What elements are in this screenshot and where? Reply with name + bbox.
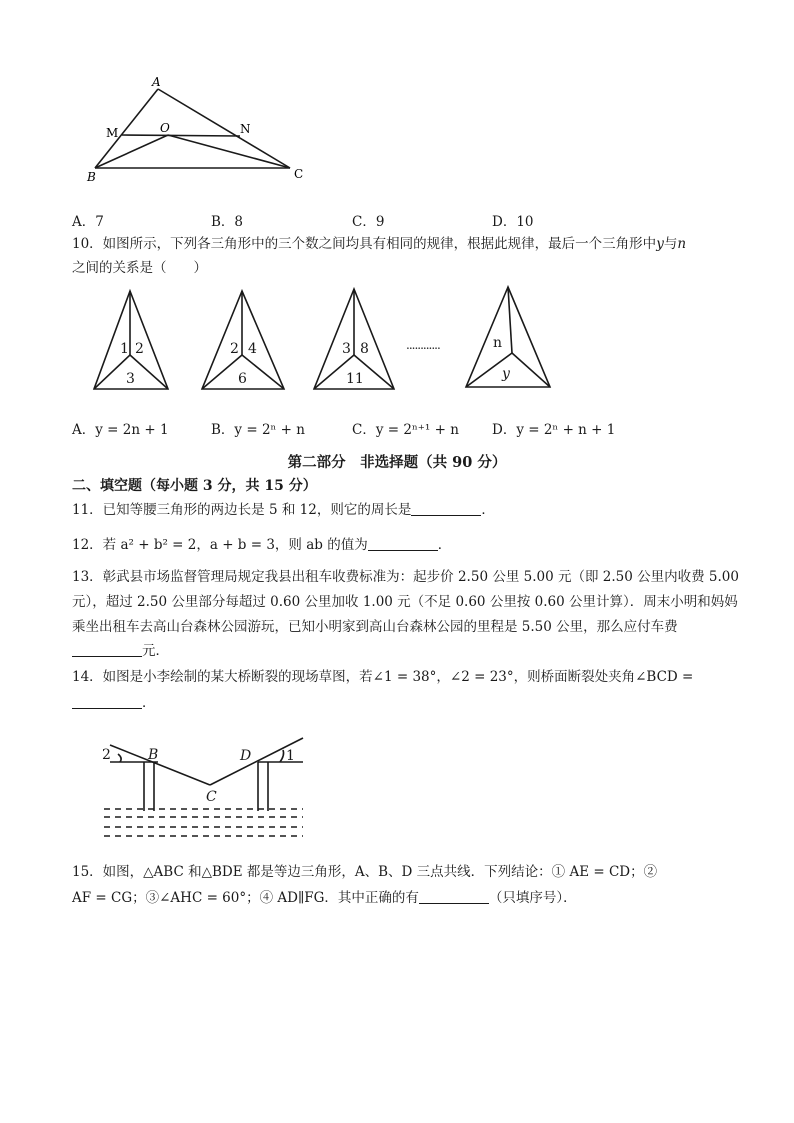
label-C: C bbox=[206, 789, 217, 805]
q15-line2: AF = CG；③∠AHC = 60°；④ AD∥FG．其中正确的有 （只填序号）． bbox=[72, 890, 577, 906]
label-B: B bbox=[87, 170, 96, 184]
q9-triangle-figure bbox=[80, 75, 320, 187]
q10-option-a: A．y = 2n + 1 bbox=[72, 422, 169, 438]
q14-answer-blank[interactable] bbox=[72, 694, 142, 709]
label-B: B bbox=[148, 747, 159, 763]
q9-option-d: D．10 bbox=[492, 214, 534, 230]
label-A: A bbox=[152, 75, 161, 89]
q10-stem-line1: 10．如图所示，下列各三角形中的三个数之间均具有相同的规律，根据此规律，最后一个三角形中y与n bbox=[72, 236, 687, 252]
triangle-2-left-leg bbox=[202, 355, 242, 389]
q12-answer-blank[interactable] bbox=[368, 536, 438, 551]
q10-stem-line2: 之间的关系是（ ） bbox=[72, 260, 207, 276]
q12: 12．若 a² + b² = 2，a + b = 3，则 ab 的值为 ． bbox=[72, 537, 452, 553]
label-O: O bbox=[160, 121, 170, 135]
label-C: C bbox=[294, 167, 304, 181]
q11: 11．已知等腰三角形的两边长是 5 和 12，则它的周长是 ． bbox=[72, 502, 495, 518]
q15-line1: 15．如图，△ABC 和△BDE 都是等边三角形，A、B、D 三点共线．下列结论：① AE = CD；② bbox=[72, 864, 658, 880]
q10-triangle-sequence bbox=[88, 283, 558, 395]
triangle-3-left: 3 bbox=[342, 341, 351, 357]
q10-option-b: B．y = 2ⁿ + n bbox=[211, 422, 305, 438]
q13-line1: 13．彰武县市场监督管理局规定我县出租车收费标准为：起步价 2.50 公里 5.00 元（即 2.50 公里内收费 5.00 bbox=[72, 569, 739, 585]
angle-2-label: 2 bbox=[102, 747, 111, 763]
segment-MN bbox=[122, 135, 240, 136]
q11-answer-blank[interactable] bbox=[411, 501, 481, 516]
q9-option-a: A．7 bbox=[72, 214, 104, 230]
angle-1-arc bbox=[280, 750, 284, 762]
q14-line2: ． bbox=[72, 693, 156, 713]
q14-bridge-figure bbox=[98, 733, 313, 843]
triangle-1-left: 1 bbox=[120, 341, 129, 357]
triangle-1-bottom: 3 bbox=[126, 371, 135, 387]
q9-option-c: C．9 bbox=[352, 214, 385, 230]
triangle-2-left: 2 bbox=[230, 341, 239, 357]
label-D: D bbox=[240, 748, 252, 764]
triangle-3-right: 8 bbox=[360, 341, 369, 357]
label-M: M bbox=[106, 126, 119, 140]
bridge-left-deck bbox=[110, 745, 210, 785]
sequence-ellipsis: ............ bbox=[406, 338, 440, 352]
q10-option-c: C．y = 2ⁿ⁺¹ + n bbox=[352, 422, 459, 438]
q14-line1: 14．如图是小李绘制的某大桥断裂的现场草图，若∠1 = 38°，∠2 = 23°，则桥面断裂处夹角∠BCD = bbox=[72, 669, 694, 685]
triangle-2-bottom: 6 bbox=[238, 371, 247, 387]
triangle-1-right: 2 bbox=[135, 341, 144, 357]
part-two-title: 第二部分 非选择题（共 90 分） bbox=[287, 454, 507, 471]
triangle-3-bottom: 11 bbox=[346, 371, 364, 387]
q13-line4: 元． bbox=[72, 641, 169, 661]
q10-option-d: D．y = 2ⁿ + n + 1 bbox=[492, 422, 616, 438]
angle-1-label: 1 bbox=[286, 748, 295, 764]
segment-OC bbox=[168, 135, 290, 168]
triangle-1-right-leg bbox=[130, 355, 168, 389]
triangle-4-left: n bbox=[493, 335, 503, 351]
triangle-2-right-leg bbox=[242, 355, 284, 389]
triangle-4-bottom: y bbox=[502, 366, 510, 382]
triangle-4-right-leg bbox=[512, 353, 550, 387]
triangle-2-right: 4 bbox=[248, 341, 257, 357]
label-N: N bbox=[240, 122, 251, 136]
q13-line2: 元），超过 2.50 公里部分每超过 0.60 公里加收 1.00 元（不足 0.60 公里按 0.60 公里计算）．周末小明和妈妈 bbox=[72, 594, 738, 610]
q9-option-b: B．8 bbox=[211, 214, 244, 230]
q13-line3: 乘坐出租车去高山台森林公园游玩，已知小明家到高山台森林公园的里程是 5.50 公里，那么应付车费 bbox=[72, 619, 678, 635]
q13-answer-blank[interactable] bbox=[72, 642, 142, 657]
section-two-title: 二、填空题（每小题 3 分，共 15 分） bbox=[72, 478, 317, 494]
q15-answer-blank[interactable] bbox=[419, 889, 489, 904]
segment-AB bbox=[95, 89, 158, 168]
segment-AC bbox=[158, 89, 290, 168]
angle-2-arc bbox=[118, 754, 121, 762]
